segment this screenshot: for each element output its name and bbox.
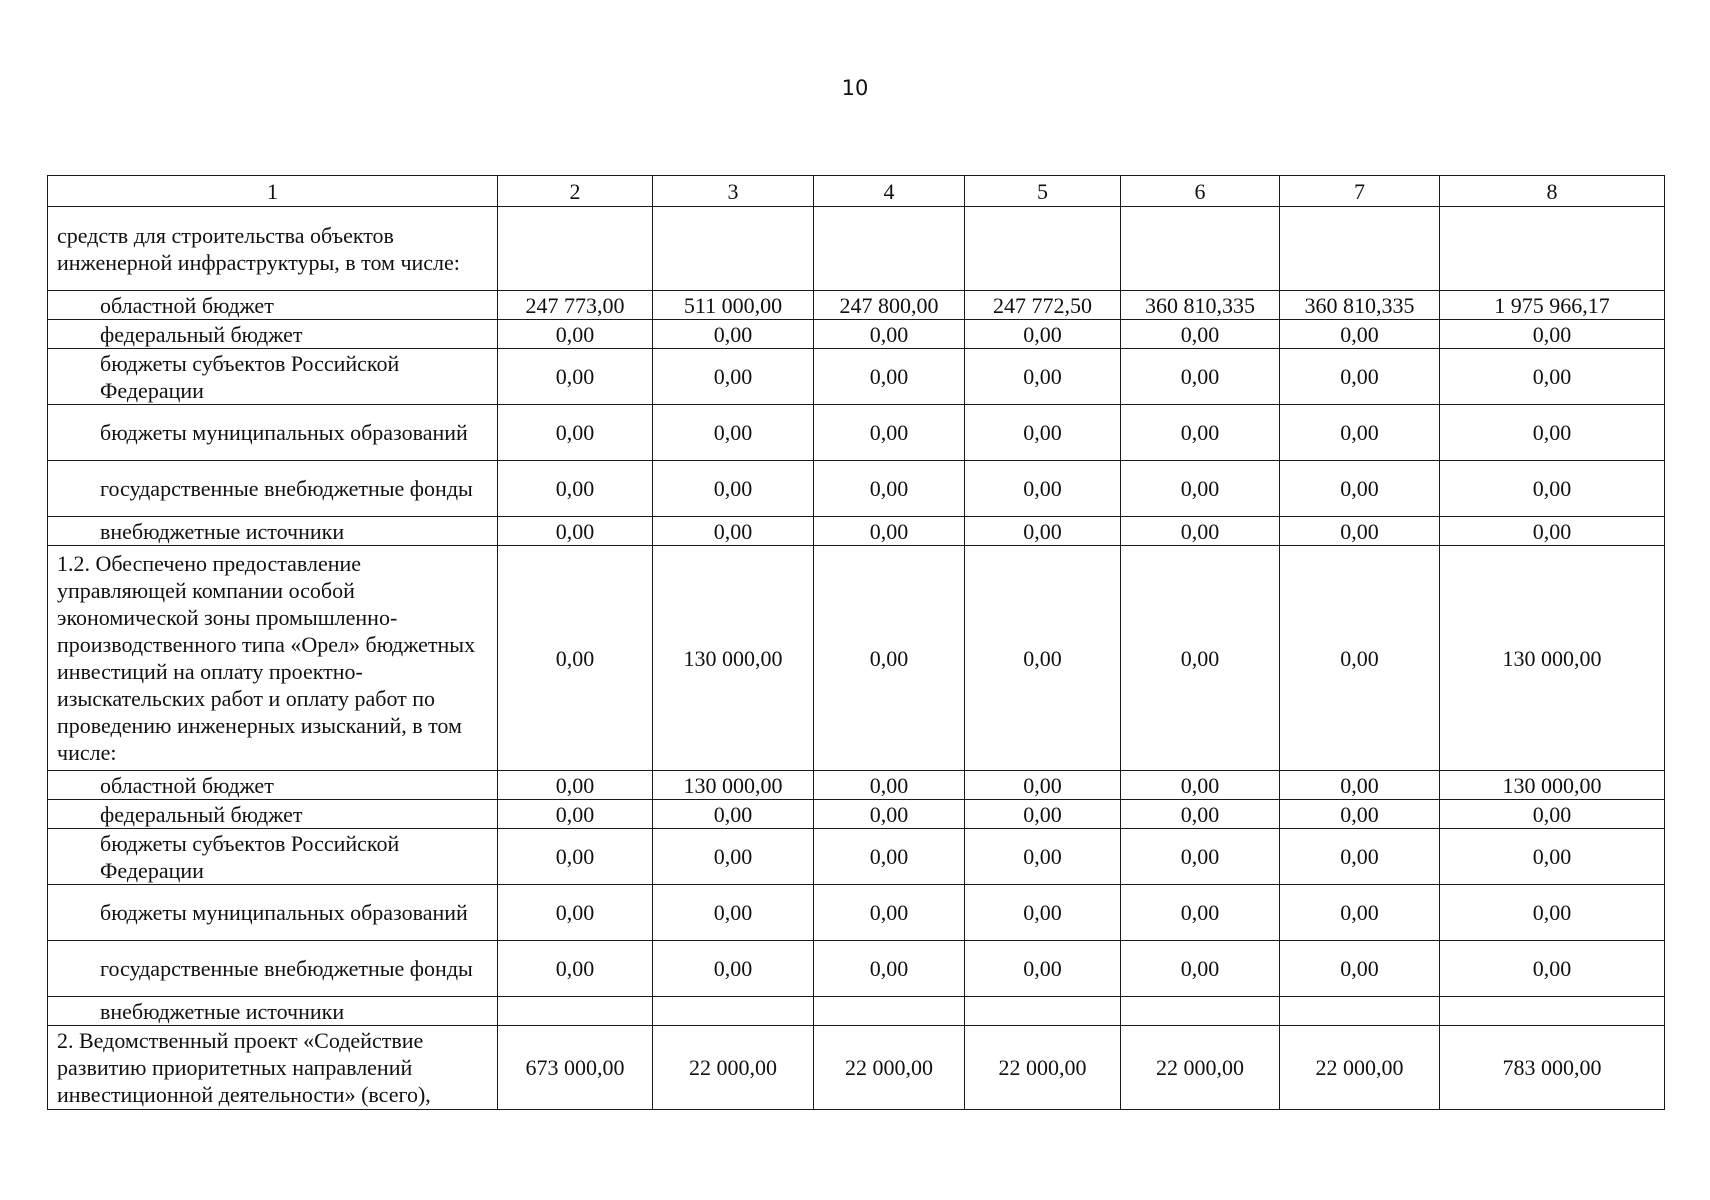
row-label: 1.2. Обеспечено предоставление управляющей компании особой экономической зоны промышленно-производственного типа «Орел» бюджетных инвестиций на оплату проектно-изыскательских работ и оплату работ по проведению инженерных изысканий, в том числе: <box>48 546 498 771</box>
table-cell: 0,00 <box>1280 941 1440 997</box>
table-cell: 0,00 <box>1280 829 1440 885</box>
table-cell <box>814 997 965 1026</box>
column-header: 6 <box>1121 176 1280 207</box>
table-cell: 0,00 <box>814 349 965 405</box>
table-cell: 0,00 <box>814 829 965 885</box>
table-cell: 0,00 <box>1280 546 1440 771</box>
table-cell: 0,00 <box>1440 320 1665 349</box>
page-number: 10 <box>841 76 869 100</box>
table-cell <box>498 207 653 291</box>
table-cell: 0,00 <box>498 885 653 941</box>
table-cell: 0,00 <box>1280 320 1440 349</box>
table-cell: 0,00 <box>1440 941 1665 997</box>
table-cell: 0,00 <box>653 885 814 941</box>
table-cell: 0,00 <box>814 941 965 997</box>
table-cell: 130 000,00 <box>653 546 814 771</box>
row-label: внебюджетные источники <box>48 997 498 1026</box>
table-cell: 0,00 <box>965 320 1121 349</box>
table-cell: 673 000,00 <box>498 1026 653 1110</box>
table-cell: 0,00 <box>1121 885 1280 941</box>
table-cell <box>1280 207 1440 291</box>
table-cell: 22 000,00 <box>814 1026 965 1110</box>
table-cell: 0,00 <box>965 800 1121 829</box>
table-cell: 0,00 <box>1440 349 1665 405</box>
table-cell: 0,00 <box>653 517 814 546</box>
table-cell: 0,00 <box>498 546 653 771</box>
table-cell: 0,00 <box>1280 771 1440 800</box>
table-cell: 0,00 <box>498 349 653 405</box>
column-header: 4 <box>814 176 965 207</box>
table-cell: 0,00 <box>1121 800 1280 829</box>
table-cell: 360 810,335 <box>1121 291 1280 320</box>
table-cell: 22 000,00 <box>965 1026 1121 1110</box>
table-cell: 0,00 <box>965 546 1121 771</box>
table-cell: 0,00 <box>1440 461 1665 517</box>
table-cell: 0,00 <box>965 829 1121 885</box>
table-cell: 0,00 <box>498 320 653 349</box>
table-cell: 0,00 <box>1121 771 1280 800</box>
table-cell: 22 000,00 <box>653 1026 814 1110</box>
table-cell <box>1121 207 1280 291</box>
row-label: 2. Ведомственный проект «Содействие развитию приоритетных направлений инвестиционной деятельности» (всего), <box>48 1026 498 1110</box>
table-cell: 22 000,00 <box>1121 1026 1280 1110</box>
table-cell: 0,00 <box>1121 461 1280 517</box>
table-cell: 0,00 <box>965 461 1121 517</box>
table-cell: 360 810,335 <box>1280 291 1440 320</box>
table-row <box>48 517 1665 546</box>
table-cell: 0,00 <box>814 405 965 461</box>
table-cell: 0,00 <box>1121 546 1280 771</box>
row-label: бюджеты субъектов Российской Федерации <box>48 349 498 405</box>
table-cell: 247 773,00 <box>498 291 653 320</box>
table-row <box>48 885 1665 941</box>
row-label: областной бюджет <box>48 771 498 800</box>
table-cell <box>1440 207 1665 291</box>
row-label: государственные внебюджетные фонды <box>48 941 498 997</box>
column-header: 8 <box>1440 176 1665 207</box>
table-cell: 0,00 <box>653 320 814 349</box>
table-row <box>48 941 1665 997</box>
table-cell: 0,00 <box>1440 800 1665 829</box>
table-cell: 0,00 <box>965 771 1121 800</box>
table-cell: 130 000,00 <box>653 771 814 800</box>
budget-table <box>47 175 1665 1110</box>
table-cell: 0,00 <box>1121 829 1280 885</box>
table-cell: 0,00 <box>653 349 814 405</box>
table-cell: 22 000,00 <box>1280 1026 1440 1110</box>
table-cell: 0,00 <box>1280 885 1440 941</box>
table-row <box>48 207 1665 291</box>
table-cell: 0,00 <box>1440 517 1665 546</box>
row-label: федеральный бюджет <box>48 320 498 349</box>
table-cell: 0,00 <box>498 800 653 829</box>
row-label: федеральный бюджет <box>48 800 498 829</box>
table-cell: 0,00 <box>814 461 965 517</box>
table-cell: 0,00 <box>1280 800 1440 829</box>
table-cell: 130 000,00 <box>1440 771 1665 800</box>
row-label: бюджеты субъектов Российской Федерации <box>48 829 498 885</box>
table-cell: 0,00 <box>498 829 653 885</box>
table-cell: 0,00 <box>498 461 653 517</box>
table-cell: 0,00 <box>965 517 1121 546</box>
column-header: 5 <box>965 176 1121 207</box>
table-cell: 0,00 <box>965 405 1121 461</box>
table-cell: 0,00 <box>814 546 965 771</box>
table-cell: 0,00 <box>498 771 653 800</box>
table-cell: 783 000,00 <box>1440 1026 1665 1110</box>
table-cell: 511 000,00 <box>653 291 814 320</box>
table-row <box>48 829 1665 885</box>
table-row <box>48 291 1665 320</box>
table-cell: 0,00 <box>1280 461 1440 517</box>
column-header: 7 <box>1280 176 1440 207</box>
table-cell: 0,00 <box>1280 349 1440 405</box>
table-cell: 0,00 <box>1121 320 1280 349</box>
table-cell: 0,00 <box>1440 829 1665 885</box>
table-cell: 0,00 <box>814 885 965 941</box>
table-cell: 0,00 <box>653 405 814 461</box>
table-cell: 0,00 <box>653 461 814 517</box>
table-cell: 0,00 <box>965 941 1121 997</box>
table-cell <box>653 207 814 291</box>
table-cell: 0,00 <box>1121 517 1280 546</box>
table-row <box>48 320 1665 349</box>
table-row <box>48 771 1665 800</box>
table-cell <box>1440 997 1665 1026</box>
table-cell: 0,00 <box>814 517 965 546</box>
table-row <box>48 997 1665 1026</box>
table-cell: 247 800,00 <box>814 291 965 320</box>
table-cell: 0,00 <box>1440 885 1665 941</box>
row-label: бюджеты муниципальных образований <box>48 885 498 941</box>
table-cell: 130 000,00 <box>1440 546 1665 771</box>
table-cell: 0,00 <box>1121 405 1280 461</box>
table-cell <box>1280 997 1440 1026</box>
table-row <box>48 546 1665 771</box>
table-row <box>48 1026 1665 1110</box>
table-header-row <box>48 176 1665 207</box>
table-cell <box>965 207 1121 291</box>
column-header: 1 <box>48 176 498 207</box>
table-cell <box>653 997 814 1026</box>
table-row <box>48 461 1665 517</box>
table-cell: 0,00 <box>653 941 814 997</box>
table-cell: 0,00 <box>1121 349 1280 405</box>
table-cell: 0,00 <box>965 349 1121 405</box>
table-cell <box>965 997 1121 1026</box>
table-cell: 0,00 <box>498 941 653 997</box>
table-cell: 0,00 <box>1280 517 1440 546</box>
column-header: 2 <box>498 176 653 207</box>
table-cell: 0,00 <box>814 800 965 829</box>
table-row <box>48 405 1665 461</box>
table-cell: 0,00 <box>498 405 653 461</box>
table-cell: 0,00 <box>965 885 1121 941</box>
table-cell: 0,00 <box>498 517 653 546</box>
row-label: областной бюджет <box>48 291 498 320</box>
table-cell: 0,00 <box>653 800 814 829</box>
row-label: бюджеты муниципальных образований <box>48 405 498 461</box>
table-cell: 0,00 <box>653 829 814 885</box>
row-label: государственные внебюджетные фонды <box>48 461 498 517</box>
table-row <box>48 800 1665 829</box>
table-cell <box>814 207 965 291</box>
table-cell: 0,00 <box>814 320 965 349</box>
table-cell: 0,00 <box>1440 405 1665 461</box>
table-cell: 1 975 966,17 <box>1440 291 1665 320</box>
table-cell: 0,00 <box>814 771 965 800</box>
row-label: средств для строительства объектов инженерной инфраструктуры, в том числе: <box>48 207 498 291</box>
table-cell: 247 772,50 <box>965 291 1121 320</box>
table-cell <box>1121 997 1280 1026</box>
table-cell <box>498 997 653 1026</box>
row-label: внебюджетные источники <box>48 517 498 546</box>
table-cell: 0,00 <box>1280 405 1440 461</box>
table-cell: 0,00 <box>1121 941 1280 997</box>
column-header: 3 <box>653 176 814 207</box>
table-row <box>48 349 1665 405</box>
